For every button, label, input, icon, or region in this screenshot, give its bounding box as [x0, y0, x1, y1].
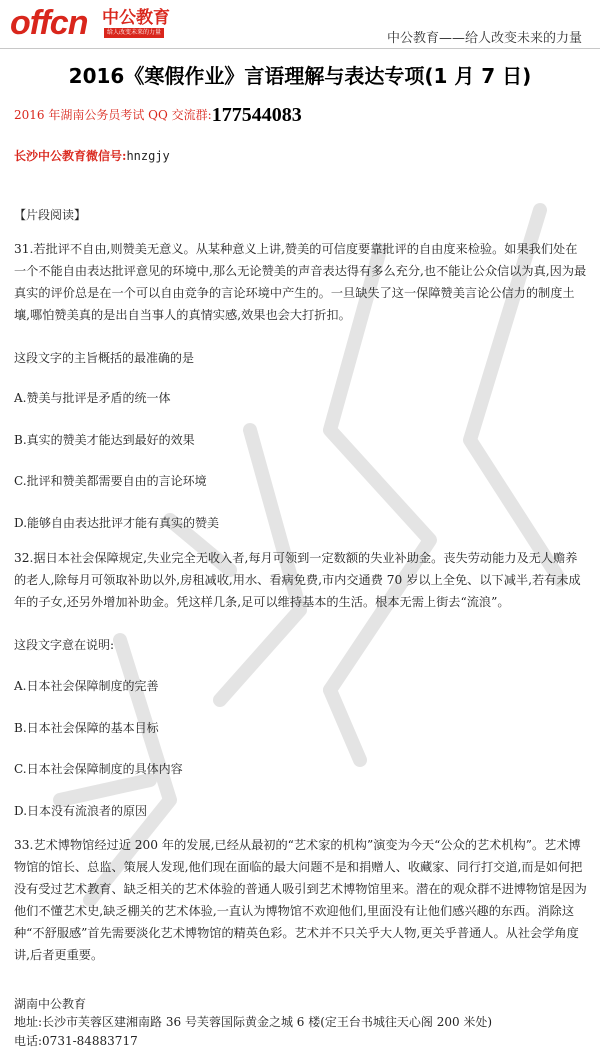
question-32-prompt: 这段文字意在说明: [14, 638, 115, 652]
logo-tagline: 给人改变未来的力量 [104, 28, 164, 38]
qq-group-line [14, 104, 302, 127]
question-32-option-a: A.日本社会保障制度的完善 [14, 679, 159, 693]
question-31-prompt: 这段文字的主旨概括的最准确的是 [14, 351, 195, 365]
logo-wordmark: offcn [10, 4, 88, 42]
footer-phone: 电话:0731-84883717 [14, 1034, 138, 1048]
question-31-option-a: A.赞美与批评是矛盾的统一体 [14, 391, 171, 405]
question-32-stem: 32.据日本社会保障规定,失业完全无收入者,每月可领到一定数额的失业补助金。丧失劳动能力及无人赡养的老人,除每月可领取补助以外,房租减收,用水、看病免费,市内交通费 70 岁以上全免、以下减半,若有未成年的子女,还另外增加补助金。凭这样几条,足可以维持基本的生活。根本无需上街去“流浪”。 [14, 551, 581, 609]
header-divider [0, 48, 600, 49]
header-slogan: 中公教育——给人改变未来的力量 [386, 31, 582, 46]
question-32-option-b: B.日本社会保障的基本目标 [14, 721, 159, 735]
wechat-id: hnzgjy [126, 149, 170, 163]
question-33-stem: 33.艺术博物馆经过近 200 年的发展,已经从最初的“艺术家的机构”演变为今天“公众的艺术机构”。艺术博物馆的馆长、总监、策展人发现,他们现在面临的最大问题不是和捐赠人、收藏家、同行打交道,而是如何把没有受过艺术教育、缺乏相关的艺术体验的普通人吸引到艺术博物馆里来。潜在的观众群不进博物馆是因为他们不懂艺术史,缺乏棚关的艺术体验,一直认为博物馆不欢迎他们,里面没有让他们感兴趣的东西。消除这种“不舒服感”首先需要淡化艺术博物馆的精英色彩。艺术并不只关乎大人物,更关乎普通人。从社会学角度讲,后者更重要。 [14, 838, 587, 962]
section-label: 【片段阅读】 [14, 208, 87, 222]
footer-company: 湖南中公教育 [14, 997, 87, 1011]
question-32-option-c: C.日本社会保障制度的具体内容 [14, 762, 183, 776]
question-31-stem: 31.若批评不自由,则赞美无意义。从某种意义上讲,赞美的可信度要靠批评的自由度来检验。如果我们处在一个不能自由表达批评意见的环境中,那么无论赞美的声音表达得有多么充分,也不能让公众信以为真,因为最真实的评价总是在一个可以自由竞争的言论环境中产生的。一旦缺失了这一保障赞美言论公信力的制度土壤,哪怕赞美真的是出自当事人的真情实感,效果也会大打折扣。 [14, 242, 587, 322]
page-title: 2016《寒假作业》言语理解与表达专项(1 月 7 日) [68, 64, 532, 88]
question-31-option-d: D.能够自由表达批评才能有真实的赞美 [14, 516, 220, 530]
question-31-option-b: B.真实的赞美才能达到最好的效果 [14, 433, 195, 447]
wechat-label: 长沙中公教育微信号: [14, 149, 127, 163]
qq-group-label: 2016 年湖南公务员考试 QQ 交流群: [14, 108, 212, 122]
footer-address: 地址:长沙市芙蓉区建湘南路 36 号芙蓉国际黄金之城 6 楼(定王台书城往天心阁 200 米处) [14, 1015, 493, 1029]
question-32-option-d: D.日本没有流浪者的原因 [14, 804, 148, 818]
wechat-line [14, 147, 170, 164]
question-31-option-c: C.批评和赞美都需要自由的言论环境 [14, 474, 207, 488]
qq-group-number: 177544083 [211, 104, 302, 126]
logo-cn-name: 中公教育 [102, 8, 170, 28]
